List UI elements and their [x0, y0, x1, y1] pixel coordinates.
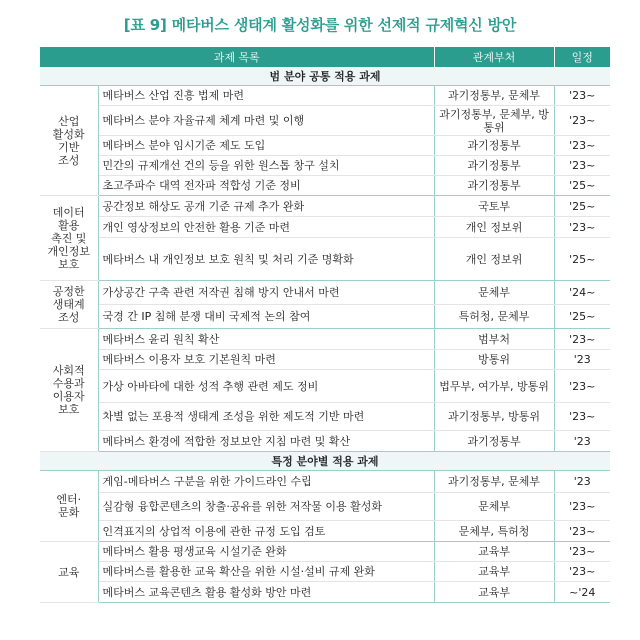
category-label: 활용	[58, 218, 80, 232]
task-cell: 메타버스 산업 진흥 법제 마련	[98, 86, 434, 106]
category-label: 촉진 및	[51, 231, 87, 245]
category-label: 산업	[58, 114, 80, 128]
dept-cell: 문체부	[434, 281, 554, 305]
dept-cell: 개인 정보위	[434, 238, 554, 281]
category-label: 엔터·	[56, 493, 82, 506]
category-label: 수용과	[52, 377, 85, 390]
table-row	[40, 521, 610, 542]
task-cell: 차별 없는 포용적 생태계 조성을 위한 제도적 기반 마련	[98, 403, 434, 431]
dept-cell: 과기정통부	[434, 136, 554, 156]
schedule-cell: '23	[554, 471, 610, 493]
task-cell: 메타버스 환경에 적합한 정보보안 지침 마련 및 확산	[98, 431, 434, 452]
table-row	[40, 156, 610, 176]
schedule-cell: '25~	[554, 305, 610, 329]
category-label: 기반	[58, 140, 80, 154]
table-row	[40, 106, 610, 136]
schedule-cell: '24~	[554, 281, 610, 305]
dept-cell: 특허청, 문체부	[434, 305, 554, 329]
table-row	[40, 542, 610, 562]
header-task: 과제 목록	[40, 47, 434, 67]
dept-cell: 문체부	[434, 493, 554, 521]
task-cell: 메타버스 활용 평생교육 시설기준 완화	[98, 542, 434, 562]
table-body	[40, 67, 610, 603]
table-row	[40, 431, 610, 452]
dept-cell: 범부처	[434, 329, 554, 350]
category-label: 보호	[58, 257, 80, 271]
table-row	[40, 370, 610, 403]
table-row	[40, 196, 610, 217]
task-cell: 게임-메타버스 구분을 위한 가이드라인 수립	[98, 471, 434, 493]
schedule-cell: '23~	[554, 329, 610, 350]
task-cell: 가상공간 구축 관련 저작권 침해 방지 안내서 마련	[98, 281, 434, 305]
category-label: 조성	[58, 311, 80, 324]
section-header-row	[40, 67, 610, 86]
table-row	[40, 471, 610, 493]
schedule-cell: '23~	[554, 403, 610, 431]
category-label: 데이터	[52, 205, 85, 219]
dept-cell: 교육부	[434, 582, 554, 603]
category-label: 공정한	[52, 285, 85, 298]
schedule-cell: '23~	[554, 86, 610, 106]
category-label: 활성화	[52, 127, 85, 141]
table-row	[40, 217, 610, 238]
category-label: 조성	[58, 153, 80, 167]
table-row	[40, 562, 610, 582]
dept-cell: 과기정통부, 문체부	[434, 471, 554, 493]
dept-cell: 과기정통부, 문체부	[434, 86, 554, 106]
task-cell: 초고주파수 대역 전자파 적합성 기준 정비	[98, 176, 434, 196]
table-row	[40, 493, 610, 521]
schedule-cell: '25~	[554, 176, 610, 196]
section-title: 특정 분야별 적용 과제	[40, 452, 610, 471]
schedule-cell: '23	[554, 350, 610, 370]
table-row	[40, 238, 610, 281]
table-row	[40, 350, 610, 370]
schedule-cell: '23~	[554, 542, 610, 562]
category-cell	[40, 86, 98, 196]
category-cell	[40, 471, 98, 542]
category-cell	[40, 196, 98, 281]
category-label: 생태계	[52, 298, 85, 311]
header-row	[40, 47, 610, 67]
task-cell: 가상 아바타에 대한 성적 추행 관련 제도 정비	[98, 370, 434, 403]
schedule-cell: '23~	[554, 493, 610, 521]
table-title: [표 9] 메타버스 생태계 활성화를 위한 선제적 규제혁신 방안	[123, 16, 517, 34]
table-row	[40, 136, 610, 156]
task-cell: 공간정보 해상도 공개 기준 규제 추가 완화	[98, 196, 434, 217]
regulation-table	[40, 47, 610, 603]
schedule-cell: '23~	[554, 562, 610, 582]
table-row	[40, 305, 610, 329]
header-schedule: 일정	[554, 47, 610, 67]
schedule-cell: '23~	[554, 521, 610, 542]
schedule-cell: '23~	[554, 136, 610, 156]
table-row	[40, 329, 610, 350]
task-cell: 인격표지의 상업적 이용에 관한 규정 도입 검토	[98, 521, 434, 542]
category-cell	[40, 281, 98, 329]
task-cell: 실감형 융합콘텐츠의 창출·공유를 위한 저작물 이용 활성화	[98, 493, 434, 521]
schedule-cell: '23	[554, 431, 610, 452]
table-row	[40, 403, 610, 431]
schedule-cell: '23~	[554, 156, 610, 176]
dept-cell: 국토부	[434, 196, 554, 217]
task-cell: 민간의 규제개선 건의 등을 위한 원스톱 창구 설치	[98, 156, 434, 176]
schedule-cell: '25~	[554, 238, 610, 281]
task-cell: 메타버스 내 개인정보 보호 원칙 및 처리 기준 명확화	[98, 238, 434, 281]
category-label: 사회적	[52, 364, 85, 377]
header-dept: 관계부처	[434, 47, 554, 67]
schedule-cell: '25~	[554, 196, 610, 217]
dept-cell: 과기정통부, 방통위	[434, 403, 554, 431]
dept-cell: 과기정통부	[434, 431, 554, 452]
task-cell: 메타버스 교육콘텐츠 활용 활성화 방안 마련	[98, 582, 434, 603]
task-cell: 메타버스 윤리 원칙 확산	[98, 329, 434, 350]
dept-cell: 방통위	[434, 350, 554, 370]
table-row	[40, 281, 610, 305]
schedule-cell: '23~	[554, 217, 610, 238]
dept-cell: 과기정통부, 문체부, 방통위	[434, 106, 554, 136]
section-header-row	[40, 452, 610, 471]
category-label: 이용자	[52, 390, 85, 403]
table-row	[40, 176, 610, 196]
dept-cell: 교육부	[434, 562, 554, 582]
dept-cell: 문체부, 특허청	[434, 521, 554, 542]
category-label: 보호	[58, 403, 80, 416]
task-cell: 국경 간 IP 침해 분쟁 대비 국제적 논의 참여	[98, 305, 434, 329]
dept-cell: 과기정통부	[434, 156, 554, 176]
task-cell: 메타버스 분야 임시기준 제도 도입	[98, 136, 434, 156]
schedule-cell: '23~	[554, 370, 610, 403]
task-cell: 메타버스 분야 자율규제 체계 마련 및 이행	[98, 106, 434, 136]
schedule-cell: '23~	[554, 106, 610, 136]
task-cell: 메타버스 이용자 보호 기본원칙 마련	[98, 350, 434, 370]
dept-cell: 과기정통부	[434, 176, 554, 196]
table-row	[40, 582, 610, 603]
dept-cell: 개인 정보위	[434, 217, 554, 238]
dept-cell: 법무부, 여가부, 방통위	[434, 370, 554, 403]
category-label: 교육	[58, 565, 80, 579]
category-label: 개인정보	[47, 244, 90, 258]
table-row	[40, 86, 610, 106]
section-title: 범 분야 공통 적용 과제	[40, 67, 610, 86]
category-cell	[40, 542, 98, 603]
schedule-cell: ~'24	[554, 582, 610, 603]
dept-cell: 교육부	[434, 542, 554, 562]
task-cell: 개인 영상정보의 안전한 활용 기준 마련	[98, 217, 434, 238]
task-cell: 메타버스를 활용한 교육 확산을 위한 시설·설비 규제 완화	[98, 562, 434, 582]
category-label: 문화	[58, 506, 80, 519]
category-cell	[40, 329, 98, 452]
